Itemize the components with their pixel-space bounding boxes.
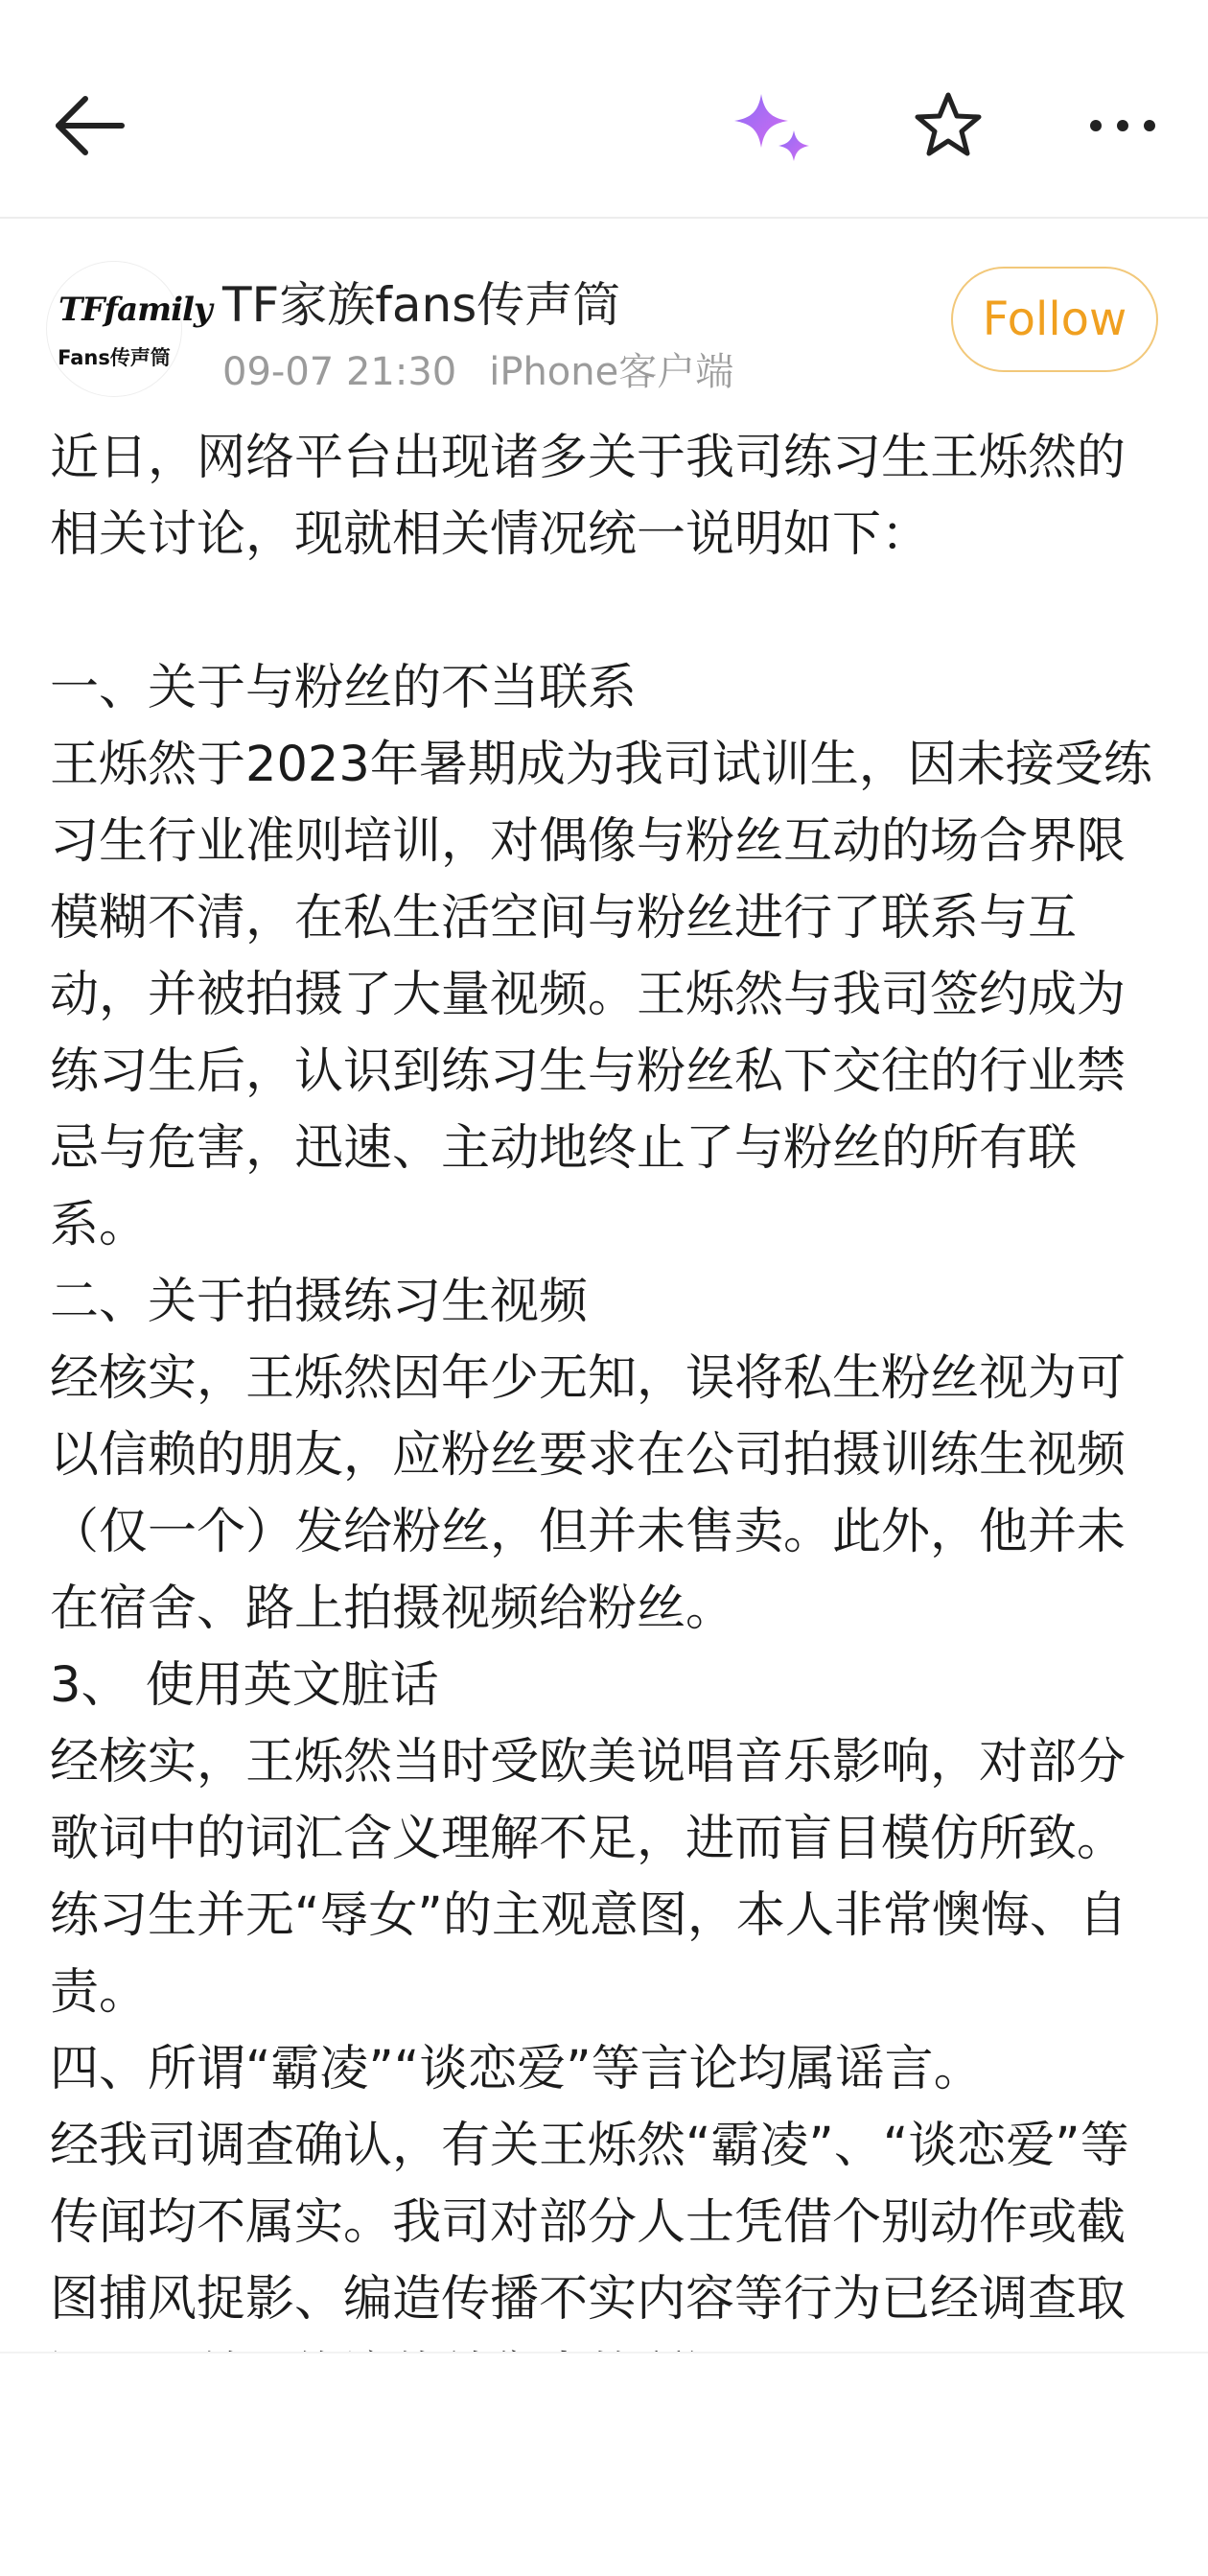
arrow-left-icon xyxy=(51,87,128,164)
post-client: iPhone客户端 xyxy=(489,350,734,394)
section-heading: 二、关于拍摄练习生视频 xyxy=(50,1274,589,1330)
back-button[interactable] xyxy=(46,82,132,169)
sparkle-icon xyxy=(727,88,819,171)
favorite-button[interactable] xyxy=(905,82,991,169)
author-name[interactable]: TF家族fans传声筒 xyxy=(222,277,621,333)
paragraph-spacer xyxy=(50,574,1162,650)
post-content xyxy=(50,420,1162,2352)
avatar-logo-text: TFfamily xyxy=(58,291,212,329)
post-paragraph: 经核实，王烁然因年少无知，误将私生粉丝视为可以信赖的朋友，应粉丝要求在公司拍摄训练生视频（仅一个）发给粉丝，但并未售卖。此外，他并未在宿舍、路上拍摄视频给粉丝。 xyxy=(50,1350,1127,1637)
section-heading: 一、关于与粉丝的不当联系 xyxy=(50,660,638,716)
post-meta xyxy=(222,341,733,396)
bottom-blank-area xyxy=(0,2352,1208,2576)
more-horizontal-icon xyxy=(1086,111,1159,140)
author-header xyxy=(0,219,1208,401)
post-paragraph: 经核实，王烁然当时受欧美说唱音乐影响，对部分歌词中的词汇含义理解不足，进而盲目模仿所致。练习生并无“辱女”的主观意图，本人非常懊悔、自责。 xyxy=(50,1734,1127,2021)
post-paragraph: 王烁然于2023年暑期成为我司试训生，因未接受练习生行业准则培训，对偶像与粉丝互动的场合界限模糊不清，在私生活空间与粉丝进行了联系与互动，并被拍摄了大量视频。王烁然与我司签约成为练习生后，认识到练习生与粉丝私下交往的行业禁忌与危害，迅速、主动地终止了与粉丝的所有联系。 xyxy=(50,737,1152,1253)
follow-button[interactable]: Follow xyxy=(951,267,1158,372)
more-options-button[interactable] xyxy=(1080,82,1166,169)
top-navigation-bar xyxy=(0,0,1208,219)
post-paragraph: 经我司调查确认，有关王烁然“霸凌”、“谈恋爱”等传闻均不属实。我司对部分人士凭借个别动作或截图捕风捉影、编造传播不实内容等行为已经调查取 xyxy=(50,2118,1129,2328)
avatar[interactable] xyxy=(46,261,212,397)
ai-assistant-button[interactable] xyxy=(725,86,821,173)
avatar-logo-subtext: Fans传声筒 xyxy=(58,346,171,369)
post-paragraph: 近日，网络平台出现诸多关于我司练习生王烁然的相关讨论，现就相关情况统一说明如下： xyxy=(50,430,1127,563)
post-time: 09-07 21:30 xyxy=(222,350,457,394)
star-outline-icon xyxy=(912,89,985,162)
section-heading: 3、 使用英文脏话 xyxy=(50,1657,439,1714)
section-heading: 四、所谓“霸凌”“谈恋爱”等言论均属谣言。 xyxy=(50,2041,983,2097)
